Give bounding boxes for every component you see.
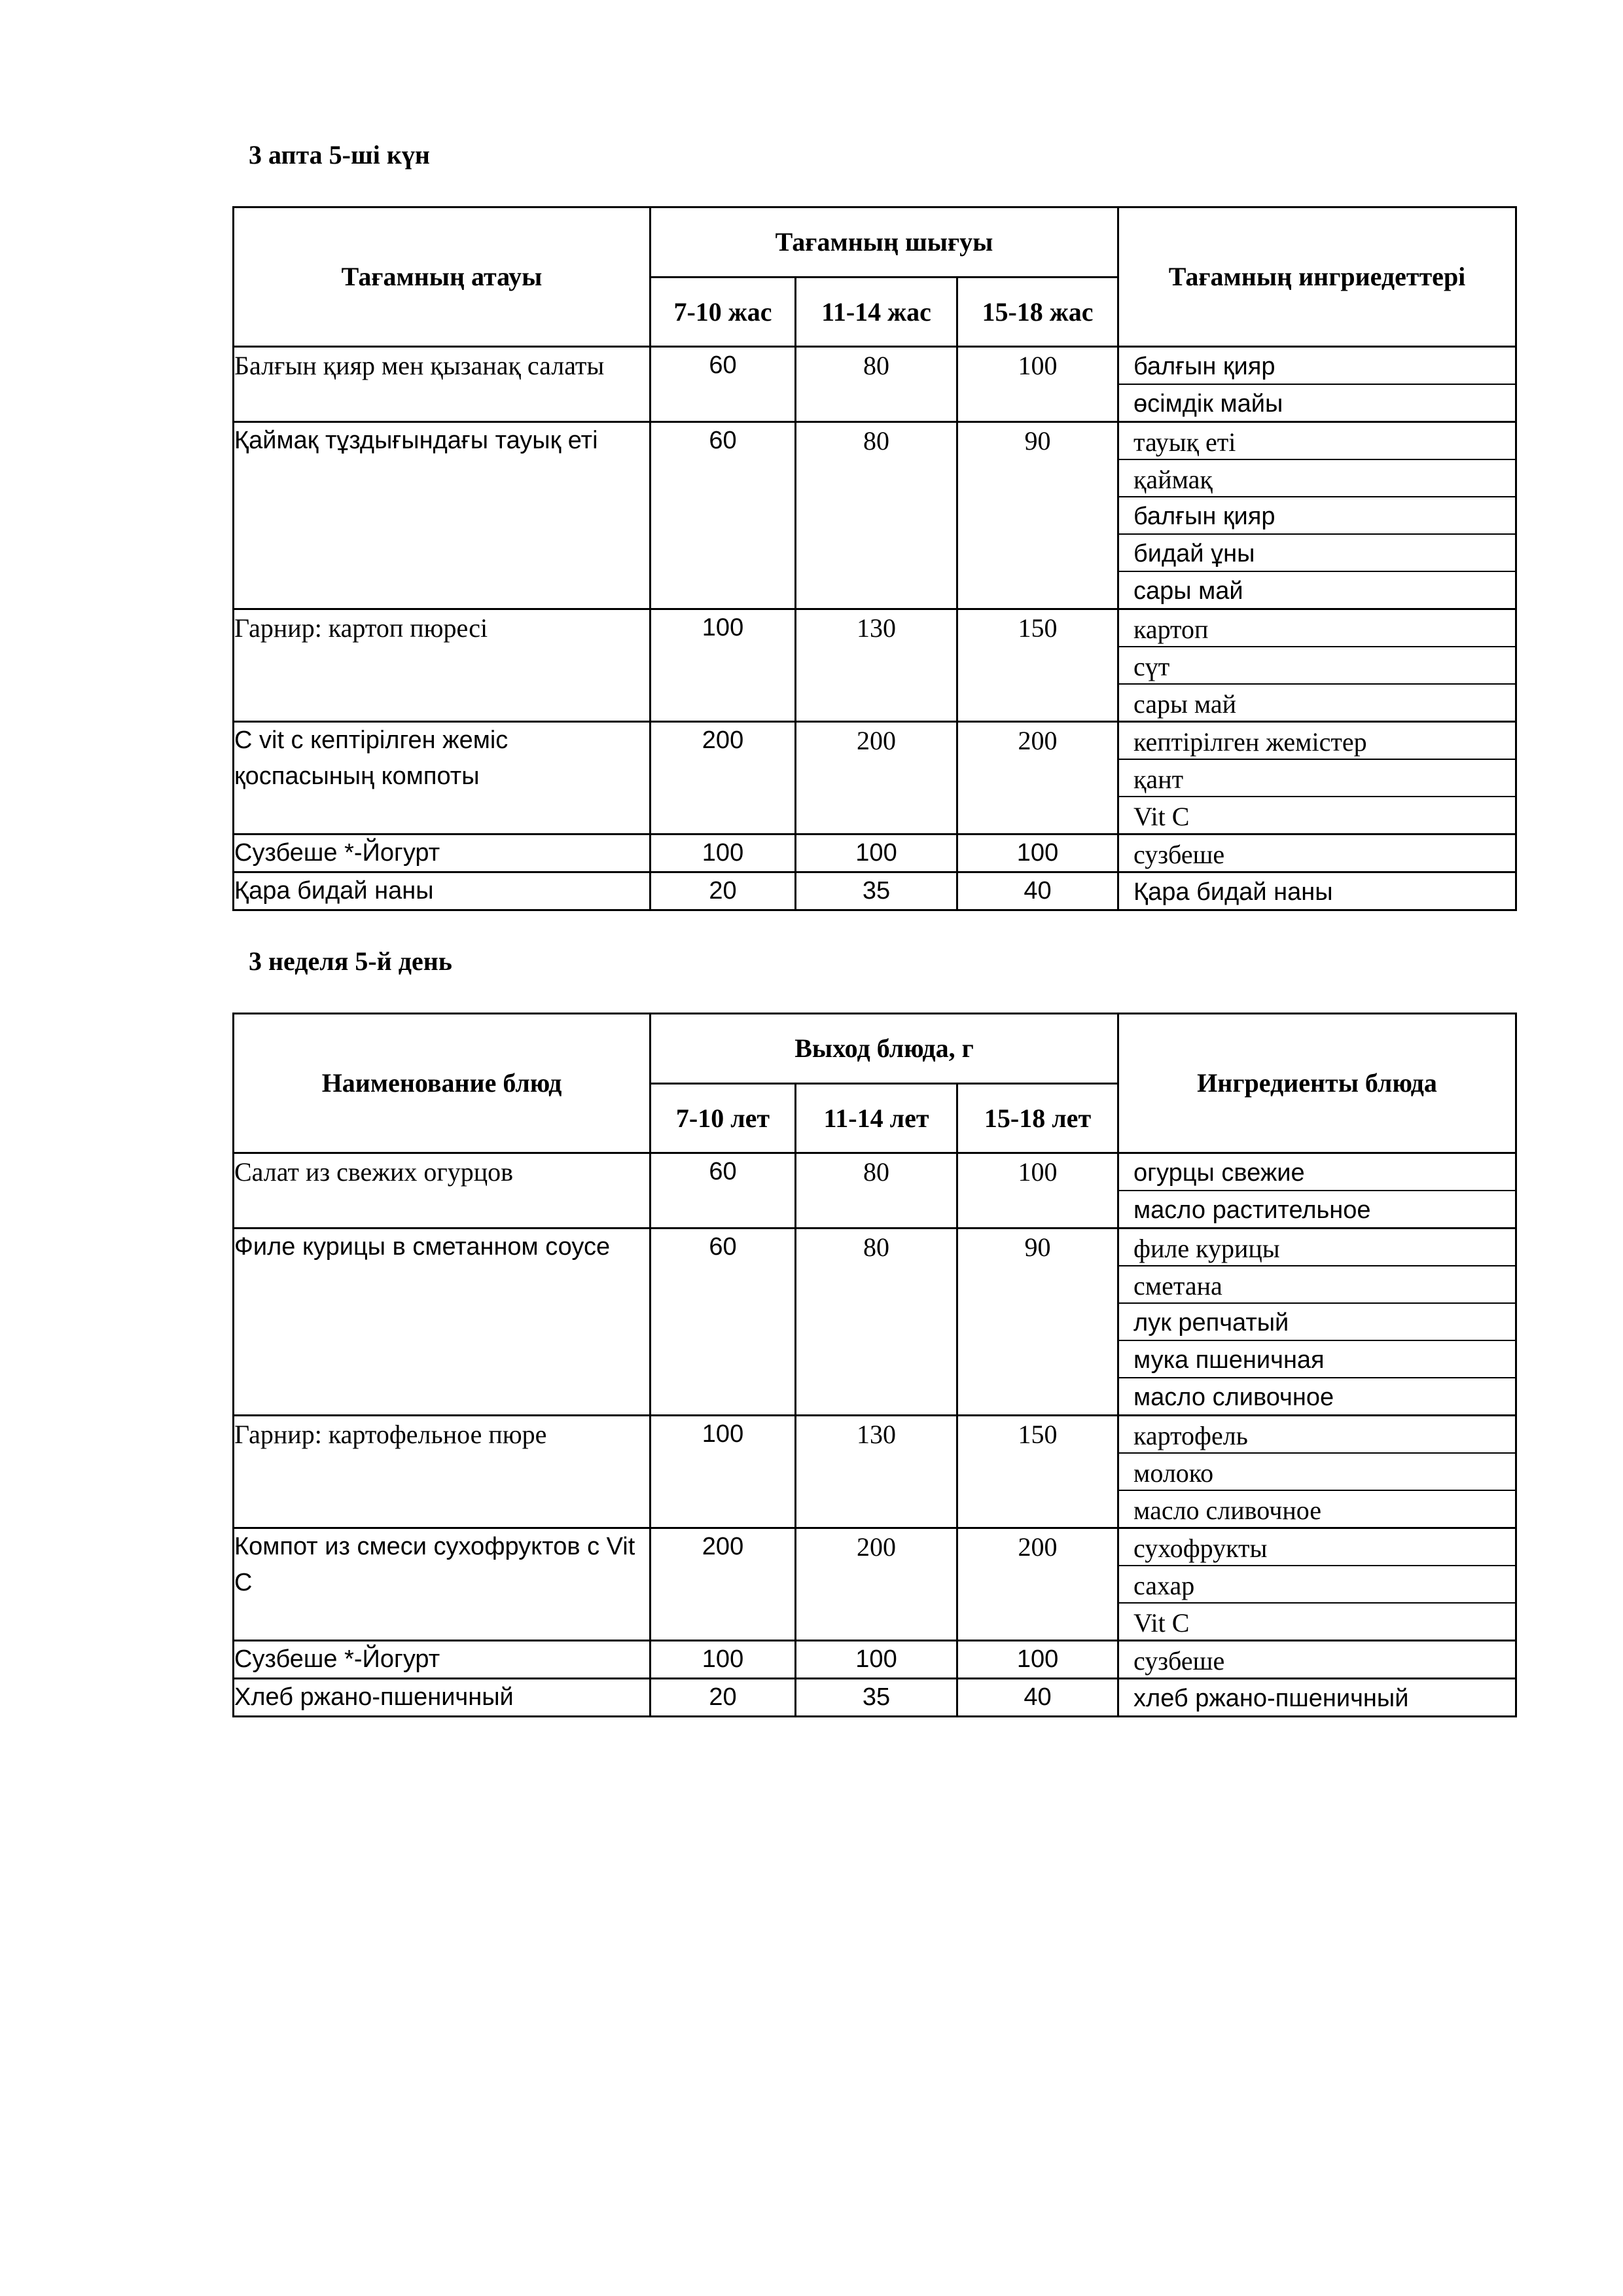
ingredient-item: масло сливочное (1133, 1384, 1334, 1411)
yield-age-2: 100 (796, 834, 957, 872)
yield-age-2: 200 (796, 1528, 957, 1641)
ingredient-item: молоко (1119, 1454, 1515, 1491)
ingredient-item: масло сливочное (1133, 1496, 1322, 1525)
yield-age-2: 35 (796, 872, 957, 910)
yield-age-3: 100 (957, 347, 1118, 422)
ru-heading: 3 неделя 5-й день (249, 946, 452, 976)
dish-name: Гарнир: картоп пюресі (234, 609, 651, 722)
kz-menu-table (232, 206, 1517, 911)
ingredients-cell (1118, 1528, 1516, 1641)
ingredient-item: бидай ұны (1119, 535, 1515, 572)
kz-heading: 3 апта 5-ші күн (249, 140, 430, 170)
yield-age-1: 100 (651, 834, 796, 872)
table-row (234, 1528, 1516, 1641)
yield-age-3: 150 (957, 609, 1118, 722)
ingredients-cell (1118, 1679, 1516, 1717)
yield-age-2: 100 (796, 1641, 957, 1679)
yield-age-2: 80 (796, 347, 957, 422)
col-header-age-2: 11-14 жас (796, 278, 957, 347)
ingredient-item: лук репчатый (1119, 1304, 1515, 1341)
ingredient-item: сүт (1119, 647, 1515, 685)
ingredient-item: кептірілген жемістер (1119, 723, 1515, 760)
ru-menu-body (234, 1014, 1516, 1717)
table-row (234, 1416, 1516, 1528)
ingredient-item: тауық еті (1119, 423, 1515, 460)
ingredient-item: сары май (1133, 577, 1243, 605)
dish-name: Салат из свежих огурцов (234, 1153, 651, 1229)
yield-age-3: 100 (957, 1153, 1118, 1229)
ingredient-item: Қара бидай наны (1133, 878, 1333, 906)
col-header-age-2: 11-14 лет (796, 1084, 957, 1153)
table-row (234, 722, 1516, 834)
yield-age-1: 20 (651, 872, 796, 910)
ingredients-cell (1118, 1153, 1516, 1229)
table-row (234, 1229, 1516, 1416)
table-row (234, 1679, 1516, 1717)
table-row (234, 422, 1516, 609)
ingredient-item: сузбеше (1133, 1646, 1225, 1676)
ru-menu-table (232, 1013, 1517, 1717)
ingredient-item: балғын қияр (1119, 348, 1515, 385)
ingredient-item: филе курицы (1119, 1229, 1515, 1266)
ingredient-item: сахар (1119, 1566, 1515, 1604)
dish-name: Компот из смеси сухофруктов с Vit C (234, 1528, 651, 1641)
ingredient-item: сузбеше (1133, 840, 1225, 869)
table-row (234, 609, 1516, 722)
yield-age-1: 100 (651, 1416, 796, 1528)
yield-age-1: 60 (651, 422, 796, 609)
col-header-name: Тағамның атауы (234, 207, 651, 347)
yield-age-1: 20 (651, 1679, 796, 1717)
yield-age-3: 100 (957, 1641, 1118, 1679)
ingredients-cell (1118, 872, 1516, 910)
yield-age-1: 200 (651, 1528, 796, 1641)
ingredient-item: огурцы свежие (1119, 1154, 1515, 1191)
ingredients-cell (1118, 834, 1516, 872)
dish-name: Қаймақ тұздығындағы тауық еті (234, 422, 651, 609)
col-header-yield: Выход блюда, г (651, 1014, 1118, 1084)
dish-name: Хлеб ржано-пшеничный (234, 1679, 651, 1717)
yield-age-2: 130 (796, 609, 957, 722)
ingredient-item: қант (1119, 760, 1515, 797)
ingredient-item: картоп (1119, 610, 1515, 647)
yield-age-1: 100 (651, 1641, 796, 1679)
dish-name: Қара бидай наны (234, 872, 651, 910)
col-header-age-1: 7-10 жас (651, 278, 796, 347)
ingredients-cell (1118, 1416, 1516, 1528)
yield-age-1: 60 (651, 347, 796, 422)
yield-age-3: 90 (957, 1229, 1118, 1416)
ingredient-item: Vit C (1133, 802, 1190, 831)
yield-age-3: 100 (957, 834, 1118, 872)
ingredient-item: картофель (1119, 1416, 1515, 1454)
ingredient-item: мука пшеничная (1119, 1341, 1515, 1378)
dish-name: Сузбеше *-Йогурт (234, 1641, 651, 1679)
ingredients-cell (1118, 609, 1516, 722)
ingredients-cell (1118, 1229, 1516, 1416)
yield-age-2: 80 (796, 1153, 957, 1229)
ingredient-item: Vit C (1133, 1608, 1190, 1638)
dish-name: Филе курицы в сметанном соусе (234, 1229, 651, 1416)
dish-name: С vit с кептірілген жеміс қоспасының компоты (234, 722, 651, 834)
yield-age-2: 130 (796, 1416, 957, 1528)
ingredient-item: өсімдік майы (1133, 390, 1283, 418)
ingredient-item: сары май (1133, 689, 1237, 719)
ingredient-item: қаймақ (1119, 460, 1515, 497)
yield-age-1: 60 (651, 1229, 796, 1416)
table-row (234, 347, 1516, 422)
kz-menu-body (234, 207, 1516, 910)
dish-name: Сузбеше *-Йогурт (234, 834, 651, 872)
ingredients-cell (1118, 347, 1516, 422)
yield-age-3: 40 (957, 1679, 1118, 1717)
table-row (234, 834, 1516, 872)
yield-age-3: 40 (957, 872, 1118, 910)
ingredients-cell (1118, 422, 1516, 609)
ingredients-cell (1118, 1641, 1516, 1679)
yield-age-1: 200 (651, 722, 796, 834)
dish-name: Гарнир: картофельное пюре (234, 1416, 651, 1528)
yield-age-1: 60 (651, 1153, 796, 1229)
col-header-age-1: 7-10 лет (651, 1084, 796, 1153)
ingredient-item: балғын қияр (1119, 497, 1515, 535)
table-row (234, 1153, 1516, 1229)
ingredient-item: масло растительное (1133, 1196, 1371, 1224)
table-row (234, 1641, 1516, 1679)
yield-age-3: 90 (957, 422, 1118, 609)
yield-age-3: 200 (957, 722, 1118, 834)
ingredients-cell (1118, 722, 1516, 834)
col-header-yield: Тағамның шығуы (651, 207, 1118, 278)
dish-name: Балғын қияр мен қызанақ салаты (234, 347, 651, 422)
yield-age-3: 150 (957, 1416, 1118, 1528)
ingredient-item: сметана (1119, 1266, 1515, 1304)
table-row (234, 872, 1516, 910)
yield-age-2: 200 (796, 722, 957, 834)
ingredient-item: сухофрукты (1119, 1529, 1515, 1566)
yield-age-2: 35 (796, 1679, 957, 1717)
col-header-ingredients: Ингредиенты блюда (1118, 1014, 1516, 1153)
col-header-age-3: 15-18 лет (957, 1084, 1118, 1153)
yield-age-2: 80 (796, 422, 957, 609)
ingredient-item: хлеб ржано-пшеничный (1133, 1685, 1409, 1712)
yield-age-1: 100 (651, 609, 796, 722)
col-header-name: Наименование блюд (234, 1014, 651, 1153)
yield-age-3: 200 (957, 1528, 1118, 1641)
col-header-age-3: 15-18 жас (957, 278, 1118, 347)
col-header-ingredients: Тағамның ингриедеттері (1118, 207, 1516, 347)
yield-age-2: 80 (796, 1229, 957, 1416)
